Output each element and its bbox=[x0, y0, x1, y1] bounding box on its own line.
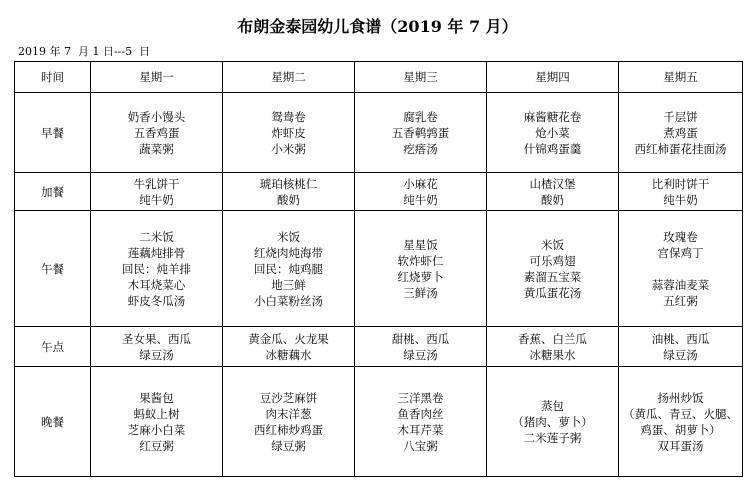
menu-cell-lunch-wednesday bbox=[355, 211, 487, 327]
menu-item: 红豆粥 bbox=[139, 438, 174, 453]
menu-item: 小麻花 bbox=[403, 176, 438, 191]
menu-item: 煮鸡蛋 bbox=[663, 125, 698, 140]
header-wednesday: 星期三 bbox=[355, 62, 487, 93]
menu-item: 腐乳卷 bbox=[403, 109, 438, 124]
menu-item: 蒸包 bbox=[541, 398, 564, 413]
page-title: 布朗金泰园幼儿食谱（2019 年 7 月） bbox=[237, 17, 518, 36]
menu-item: 小米粥 bbox=[271, 141, 306, 156]
meal-row-afternoon-snack bbox=[15, 327, 743, 367]
menu-item: 蒜蓉油麦菜 bbox=[651, 277, 710, 292]
menu-item: 绿豆汤 bbox=[663, 347, 698, 362]
menu-cell-dinner-friday bbox=[619, 367, 743, 477]
menu-item: 麻酱糖花卷 bbox=[523, 109, 582, 124]
menu-item: 蔬菜粥 bbox=[139, 141, 174, 156]
menu-item: 木耳芹菜 bbox=[397, 422, 444, 437]
meal-row-snack bbox=[15, 173, 743, 211]
header-thursday: 星期四 bbox=[487, 62, 619, 93]
menu-item: 宫保鸡丁 bbox=[657, 245, 704, 260]
blank-line bbox=[619, 261, 742, 277]
menu-item: 八宝粥 bbox=[403, 438, 438, 453]
menu-item: 奶香小馒头 bbox=[127, 109, 186, 124]
menu-item: 绿豆汤 bbox=[403, 347, 438, 362]
menu-item: 双耳蛋汤 bbox=[657, 438, 704, 453]
menu-item: 地三鲜 bbox=[271, 277, 306, 292]
menu-item: 回民：炖鸡腿 bbox=[254, 261, 323, 276]
menu-item: 回民：炖羊排 bbox=[122, 261, 191, 276]
menu-item: （猪肉、萝卜） bbox=[512, 414, 593, 429]
menu-cell-lunch-tuesday bbox=[223, 211, 355, 327]
menu-item: （黄瓜、青豆、火腿、 bbox=[623, 406, 738, 421]
menu-item: 可乐鸡翅 bbox=[529, 253, 576, 268]
menu-cell-breakfast-wednesday bbox=[355, 93, 487, 173]
menu-item: 琥珀核桃仁 bbox=[259, 176, 318, 191]
menu-cell-snack-monday bbox=[91, 173, 223, 211]
menu-item: 冰糖果水 bbox=[529, 347, 576, 362]
menu-item: 五香鹌鹑蛋 bbox=[391, 125, 450, 140]
menu-item: 绿豆粥 bbox=[271, 438, 306, 453]
menu-item: 黄金瓜、火龙果 bbox=[248, 331, 329, 346]
menu-table bbox=[14, 61, 743, 477]
menu-cell-snack-friday bbox=[619, 173, 743, 211]
date-range: 2019 年 7 月 1 日---5 日 bbox=[18, 45, 151, 58]
menu-item: 鸳鸯卷 bbox=[271, 109, 306, 124]
menu-item: 什锦鸡蛋羹 bbox=[523, 141, 582, 156]
menu-cell-breakfast-thursday bbox=[487, 93, 619, 173]
menu-item: 莲藕炖排骨 bbox=[127, 245, 186, 260]
menu-item: 星星饭 bbox=[403, 237, 438, 252]
menu-cell-afternoon-snack-thursday bbox=[487, 327, 619, 367]
menu-cell-afternoon-snack-monday bbox=[91, 327, 223, 367]
menu-item: 山楂汉堡 bbox=[529, 176, 576, 191]
menu-item: 肉末洋葱 bbox=[265, 406, 312, 421]
menu-item: 红烧萝卜 bbox=[397, 269, 444, 284]
menu-item: 比利时饼干 bbox=[651, 176, 710, 191]
menu-item: 二米饭 bbox=[139, 229, 174, 244]
meal-label-lunch: 午餐 bbox=[15, 211, 91, 327]
menu-cell-lunch-thursday bbox=[487, 211, 619, 327]
menu-item: 素溜五宝菜 bbox=[523, 269, 582, 284]
menu-item: 米饭 bbox=[541, 237, 564, 252]
menu-cell-breakfast-monday bbox=[91, 93, 223, 173]
menu-cell-lunch-monday bbox=[91, 211, 223, 327]
menu-cell-afternoon-snack-tuesday bbox=[223, 327, 355, 367]
menu-item: 西红柿蛋花挂面汤 bbox=[634, 141, 727, 156]
header-time: 时间 bbox=[15, 62, 91, 93]
menu-cell-dinner-wednesday bbox=[355, 367, 487, 477]
menu-item: 二米莲子粥 bbox=[523, 430, 582, 445]
menu-item: 小白菜粉丝汤 bbox=[254, 293, 323, 308]
menu-item: 果酱包 bbox=[139, 390, 174, 405]
menu-item: 三洋黑卷 bbox=[397, 390, 444, 405]
menu-cell-snack-tuesday bbox=[223, 173, 355, 211]
meal-label-breakfast: 早餐 bbox=[15, 93, 91, 173]
header-friday: 星期五 bbox=[619, 62, 743, 93]
menu-item: 鱼香肉丝 bbox=[397, 406, 444, 421]
meal-row-breakfast bbox=[15, 93, 743, 173]
menu-item: 蚂蚁上树 bbox=[133, 406, 180, 421]
header-monday: 星期一 bbox=[91, 62, 223, 93]
menu-cell-afternoon-snack-wednesday bbox=[355, 327, 487, 367]
menu-item: 香蕉、白兰瓜 bbox=[518, 331, 587, 346]
menu-cell-afternoon-snack-friday bbox=[619, 327, 743, 367]
menu-item: 木耳烧菜心 bbox=[127, 277, 186, 292]
menu-item: 黄瓜蛋花汤 bbox=[523, 285, 582, 300]
menu-item: 五红粥 bbox=[663, 293, 698, 308]
meal-label-afternoon-snack: 午点 bbox=[15, 327, 91, 367]
menu-item: 牛乳饼干 bbox=[133, 176, 180, 191]
menu-item: 炸虾皮 bbox=[271, 125, 306, 140]
menu-cell-snack-thursday bbox=[487, 173, 619, 211]
menu-cell-lunch-friday bbox=[619, 211, 743, 327]
menu-item: 冰糖藕水 bbox=[265, 347, 312, 362]
menu-item: 纯牛奶 bbox=[139, 192, 174, 207]
menu-item: 红烧肉炖海带 bbox=[254, 245, 323, 260]
menu-cell-dinner-thursday bbox=[487, 367, 619, 477]
meal-label-dinner: 晚餐 bbox=[15, 367, 91, 477]
menu-item: 豆沙芝麻饼 bbox=[259, 390, 318, 405]
menu-item: 纯牛奶 bbox=[403, 192, 438, 207]
menu-cell-breakfast-tuesday bbox=[223, 93, 355, 173]
header-tuesday: 星期二 bbox=[223, 62, 355, 93]
menu-item: 玫瑰卷 bbox=[663, 229, 698, 244]
menu-item: 疙瘩汤 bbox=[403, 141, 438, 156]
menu-item: 甜桃、西瓜 bbox=[391, 331, 450, 346]
menu-body bbox=[15, 93, 743, 477]
menu-item: 鸡蛋、胡萝卜） bbox=[640, 422, 721, 437]
menu-cell-breakfast-friday bbox=[619, 93, 743, 173]
header-row bbox=[15, 62, 743, 93]
menu-item: 酸奶 bbox=[277, 192, 300, 207]
menu-item: 扬州炒饭 bbox=[657, 390, 704, 405]
menu-item: 虾皮冬瓜汤 bbox=[127, 293, 186, 308]
meal-row-lunch bbox=[15, 211, 743, 327]
menu-item: 纯牛奶 bbox=[663, 192, 698, 207]
menu-item: 千层饼 bbox=[663, 109, 698, 124]
menu-item: 圣女果、西瓜 bbox=[122, 331, 191, 346]
menu-item: 芝麻小白菜 bbox=[127, 422, 186, 437]
menu-item: 炝小菜 bbox=[535, 125, 570, 140]
menu-cell-snack-wednesday bbox=[355, 173, 487, 211]
menu-item: 米饭 bbox=[277, 229, 300, 244]
menu-cell-dinner-monday bbox=[91, 367, 223, 477]
menu-item: 油桃、西瓜 bbox=[651, 331, 710, 346]
meal-label-snack: 加餐 bbox=[15, 173, 91, 211]
menu-item: 西红柿炒鸡蛋 bbox=[254, 422, 323, 437]
menu-item: 绿豆汤 bbox=[139, 347, 174, 362]
menu-cell-dinner-tuesday bbox=[223, 367, 355, 477]
menu-item: 三鲜汤 bbox=[403, 285, 438, 300]
meal-row-dinner bbox=[15, 367, 743, 477]
menu-item: 酸奶 bbox=[541, 192, 564, 207]
menu-item: 五香鸡蛋 bbox=[133, 125, 180, 140]
menu-item: 软炸虾仁 bbox=[397, 253, 444, 268]
